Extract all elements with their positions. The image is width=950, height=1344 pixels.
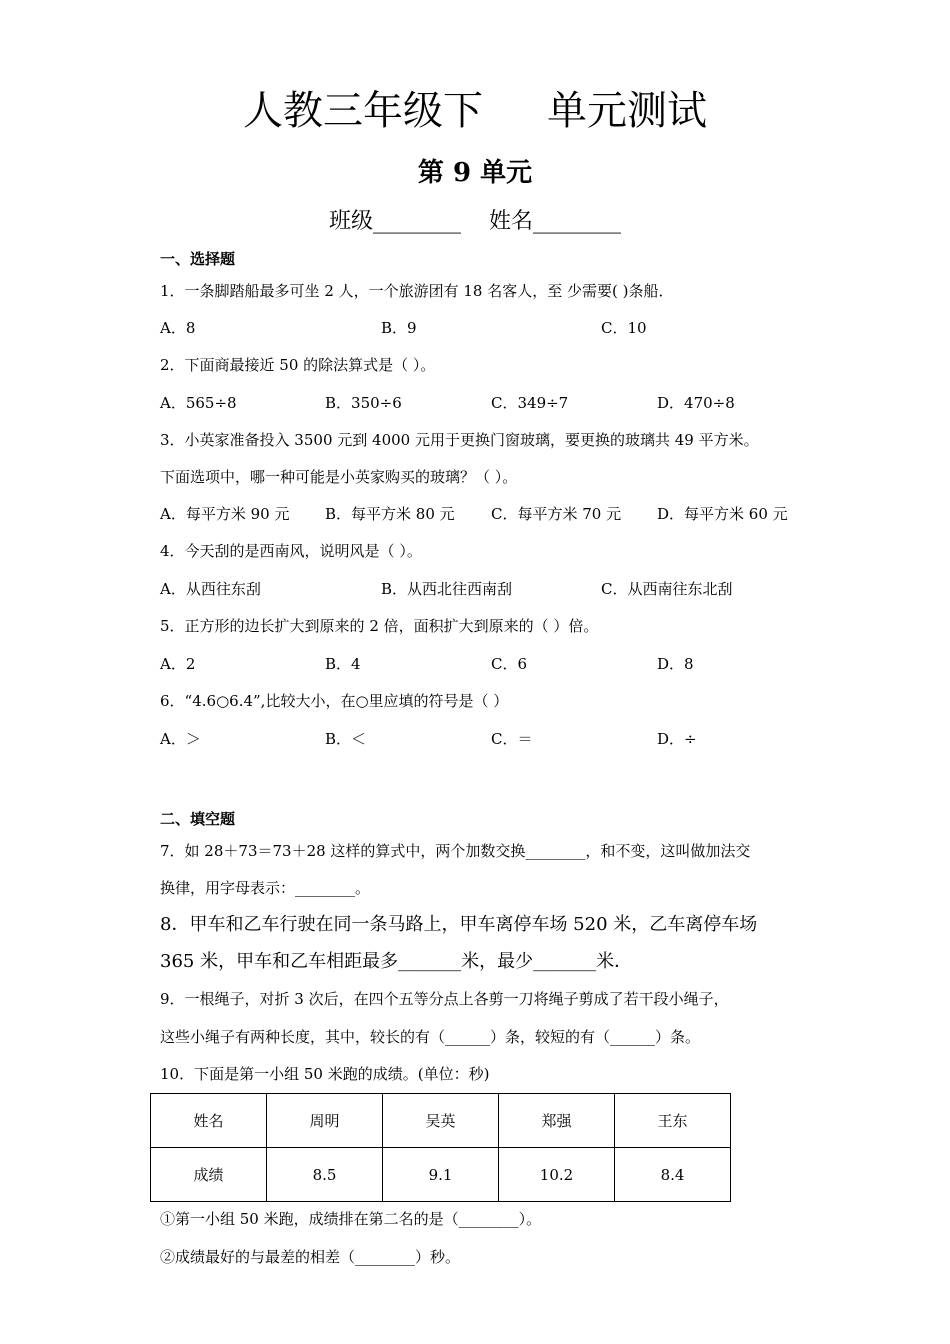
table-cell: 成绩	[151, 1148, 267, 1202]
q1-option-c: C．10	[601, 319, 647, 337]
question-8-line2: 365 米，甲车和乙车相距最多_______米，最少_______米．	[160, 951, 633, 972]
question-9-line1: 9．一根绳子，对折 3 次后，在四个五等分点上各剪一刀将绳子剪成了若干段小绳子，	[160, 990, 729, 1008]
q5-option-c: C．6	[491, 655, 528, 673]
q2-option-c: C．349÷7	[491, 394, 569, 412]
q3-option-d: D．每平方米 60 元	[657, 505, 788, 523]
title-left: 人教三年级下	[243, 88, 483, 134]
question-3-line1: 3．小英家准备投入 3500 元到 4000 元用于更换门窗玻璃，要更换的玻璃共 49 平方米。	[160, 431, 759, 449]
question-10-sub2: ②成绩最好的与最差的相差（________）秒。	[160, 1248, 461, 1266]
question-1: 1．一条脚踏船最多可坐 2 人，一个旅游团有 18 名客人，至 少需要( )条船．	[160, 282, 674, 300]
q1-option-a: A．8	[160, 319, 196, 337]
class-name-line	[0, 206, 950, 238]
question-2: 2．下面商最接近 50 的除法算式是（ ）。	[160, 356, 436, 374]
table-row	[151, 1148, 731, 1202]
table-cell: 王东	[615, 1094, 731, 1148]
section-heading-fill: 二、填空题	[160, 810, 236, 828]
q6-option-d: D．÷	[657, 730, 697, 748]
q3-option-b: B．每平方米 80 元	[325, 505, 455, 523]
name-field: 姓名________	[489, 209, 622, 234]
table-cell: 9.1	[383, 1148, 499, 1202]
unit-subtitle: 第 9 单元	[417, 158, 533, 188]
q2-option-a: A．565÷8	[160, 394, 237, 412]
q6-option-b: B．＜	[325, 730, 367, 748]
question-9-line2: 这些小绳子有两种长度，其中，较长的有（______）条，较短的有（______）条。	[160, 1028, 701, 1046]
table-cell: 吴英	[383, 1094, 499, 1148]
q2-option-b: B．350÷6	[325, 394, 402, 412]
table-cell: 8.4	[615, 1148, 731, 1202]
q6-option-a: A．＞	[160, 730, 201, 748]
question-6: 6．“4.6○6.4”,比较大小，在○里应填的符号是（ ）	[160, 692, 509, 710]
question-3-line2: 下面选项中，哪一种可能是小英家购买的玻璃？（ ）。	[160, 468, 518, 486]
question-5: 5．正方形的边长扩大到原来的 2 倍，面积扩大到原来的（ ）倍。	[160, 617, 599, 635]
title-right: 单元测试	[547, 88, 707, 134]
table-cell: 周明	[267, 1094, 383, 1148]
question-10: 10．下面是第一小组 50 米跑的成绩。(单位：秒)	[160, 1065, 490, 1083]
q3-option-c: C．每平方米 70 元	[491, 505, 622, 523]
table-cell: 10.2	[499, 1148, 615, 1202]
q4-option-b: B．从西北往西南刮	[381, 580, 513, 598]
section-heading-choice: 一、选择题	[160, 250, 236, 268]
page-title	[0, 86, 950, 136]
q1-option-b: B．9	[381, 319, 417, 337]
q6-option-c: C．＝	[491, 730, 533, 748]
q2-option-d: D．470÷8	[657, 394, 735, 412]
question-7-line2: 换律，用字母表示：________。	[160, 879, 371, 897]
q4-option-a: A．从西往东刮	[160, 580, 261, 598]
table-cell: 8.5	[267, 1148, 383, 1202]
q4-option-c: C．从西南往东北刮	[601, 580, 733, 598]
score-table	[150, 1093, 731, 1202]
q5-option-d: D．8	[657, 655, 694, 673]
question-10-sub1: ①第一小组 50 米跑，成绩排在第二名的是（________）。	[160, 1210, 542, 1228]
table-cell: 姓名	[151, 1094, 267, 1148]
q5-option-b: B．4	[325, 655, 361, 673]
question-4: 4．今天刮的是西南风，说明风是（ ）。	[160, 542, 422, 560]
q3-option-a: A．每平方米 90 元	[160, 505, 290, 523]
question-8-line1: 8．甲车和乙车行驶在同一条马路上，甲车离停车场 520 米，乙车离停车场	[160, 914, 758, 935]
table-cell: 郑强	[499, 1094, 615, 1148]
class-field: 班级________	[328, 209, 461, 234]
question-7-line1: 7．如 28＋73＝73＋28 这样的算式中，两个加数交换________，和不变，这叫做加法交	[160, 842, 751, 860]
table-row	[151, 1094, 731, 1148]
q5-option-a: A．2	[160, 655, 196, 673]
